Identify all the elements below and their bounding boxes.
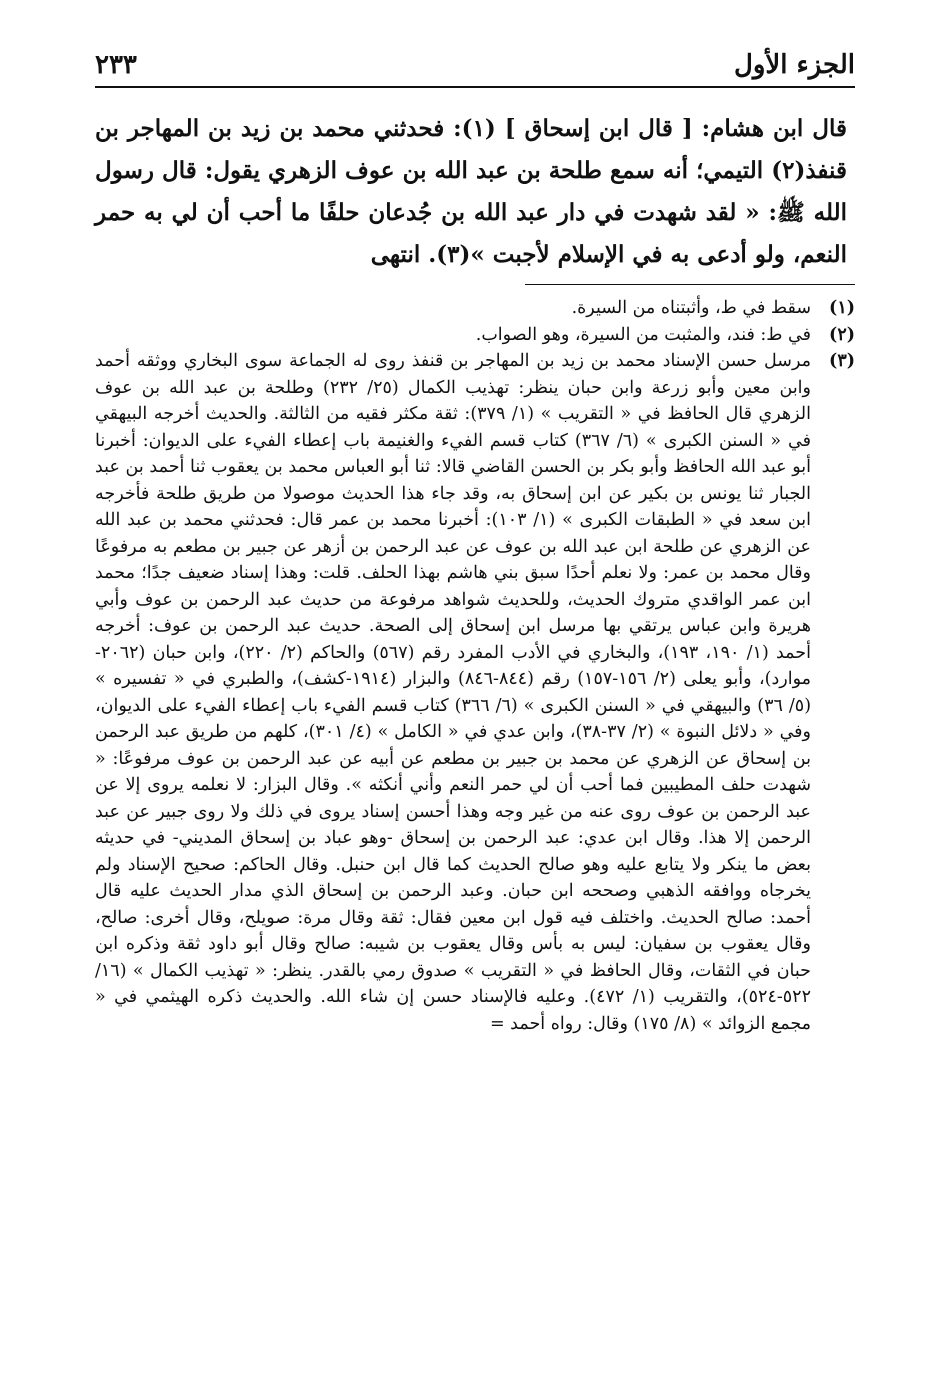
page-number: ٢٣٣ (95, 50, 137, 80)
footnote-number: (١) (829, 298, 855, 318)
volume-title: الجزء الأول (733, 50, 855, 80)
footnote-2 (95, 322, 855, 349)
footnote-text: سقط في ط، وأثبتناه من السيرة. (571, 298, 811, 318)
footnote-text: في ط: فند، والمثبت من السيرة، وهو الصواب. (475, 324, 811, 345)
footnote-3 (95, 348, 855, 1037)
main-paragraph: قال ابن هشام: [ قال ابن إسحاق ] (١): فحدثني محمد بن زيد بن المهاجر بن قنفذ(٢) التيمي؛ أنه سمع طلحة بن عبد الله بن عوف الزهري يقول: قال رسول الله ﷺ: « لقد شهدت في دار عبد الله بن جُدعان حلفًا ما أحب أن لي به حمر النعم، ولو أدعى به في الإسلام لأجبت »(٣). انتهى (95, 115, 847, 268)
footnote-text: مرسل حسن الإسناد محمد بن زيد بن المهاجر بن قنفذ روى له الجماعة سوى البخاري ووثقه أحمد وابن معين وأبو زرعة وابن حبان ينظر: تهذيب الكمال (٢٥/ ٢٣٢) وطلحة بن عبد الله بن عوف الزهري قال الحافظ في « التقريب » (١/ ٣٧٩): ثقة مكثر فقيه من الثالثة. والحديث أخرجه البيهقي في « السنن الكبرى » (٦/ ٣٦٧) كتاب قسم الفيء والغنيمة باب إعطاء الفيء على الديوان: أخبرنا أبو عبد الله الحافظ وأبو بكر بن الحسن القاضي قالا: ثنا أبو العباس محمد بن يعقوب ثنا أحمد بن عبد الجبار ثنا يونس بن بكير عن ابن إسحاق به، وقد جاء هذا الحديث موصولا من طريق طلحة فأخرجه ابن سعد في « الطبقات الكبرى » (١/ ١٠٣): أخبرنا محمد بن عمر قال: فحدثني محمد بن عبد الله عن الزهري عن طلحة ابن عبد الله بن عوف عن عبد الرحمن بن أزهر عن جبير بن مطعم به مرفوعًا وقال محمد بن عمر: ولا نعلم أحدًا سبق بني هاشم بهذا الحلف. قلت: وهذا إسناد ضعيف جدًا؛ محمد ابن عمر الواقدي متروك الحديث، وللحديث شواهد مرفوعة من حديث عبد الرحمن بن عوف وأبي هريرة وابن عباس يرتقي بها مرسل ابن إسحاق إلى الصحة. حديث عبد الرحمن بن عوف: أخرجه أحمد (١/ ١٩٠، ١٩٣)، والبخاري في الأدب المفرد رقم (٥٦٧) والحاكم (٢/ ٢٢٠)، وابن حبان (٢٠٦٢-موارد)، وأبو يعلى (٢/ ١٥٦-١٥٧) رقم (٨٤٤-٨٤٦) والبزار (١٩١٤-كشف)، والطبري في « تفسيره » (٥/ ٣٦) والبيهقي في « السنن الكبرى » (٦/ ٣٦٦) كتاب قسم الفيء باب إعطاء الفيء على الديوان، وفي « دلائل النبوة » (٢/ ٣٧-٣٨)، وابن عدي في « الكامل » (٤/ ٣٠١)، كلهم من طريق عبد الرحمن بن إسحاق عن الزهري عن محمد بن جبير بن مطعم عن أبيه عن عبد الرحمن بن عوف مرفوعًا: « شهدت حلف المطيبين فما أحب أن لي حمر النعم وأني أنكثه ». وقال البزار: لا نعلمه يروى إلا عن عبد الرحمن بن عوف روى عنه من غير وجه وهذا أحسن إسناد يروى في ذلك ولا روى جبير عن عبد الرحمن إلا هذا. وقال ابن عدي: عبد الرحمن بن إسحاق -وهو عباد بن إسحاق المديني- في حديثه بعض ما ينكر ولا يتابع عليه وهو صالح الحديث كما قال ابن حنبل. وقال الحاكم: صحيح الإسناد ولم يخرجاه ووافقه الذهبي وصححه ابن حبان. وعبد الرحمن بن إسحاق الذي مدار الحديث عليه قال أحمد: صالح الحديث. واختلف فيه قول ابن معين فقال: ثقة وقال مرة: صويلح، وقال أخرى: صالح، وقال يعقوب بن سفيان: ليس به بأس وقال يعقوب بن شيبه: صالح وقال أبو داود ثقة وذكره ابن حبان في الثقات، وقال الحافظ في « التقريب » صدوق رمي بالقدر. ينظر: « تهذيب الكمال » (١٦/ ٥٢٢-٥٢٤)، والتقريب (١/ ٤٧٢). وعليه فالإسناد حسن إن شاء الله. والحديث ذكره الهيثمي في « مجمع الزوائد » (٨/ ١٧٥) وقال: رواه أحمد = (95, 351, 812, 1034)
footnotes (95, 295, 855, 1037)
footnote-number: (٢) (829, 324, 855, 345)
footnote-number: (٣) (829, 351, 855, 371)
footnote-divider (525, 284, 855, 285)
page-header (95, 40, 855, 88)
book-page (95, 40, 855, 1037)
main-text-block (95, 108, 855, 276)
footnote-1 (95, 295, 855, 322)
